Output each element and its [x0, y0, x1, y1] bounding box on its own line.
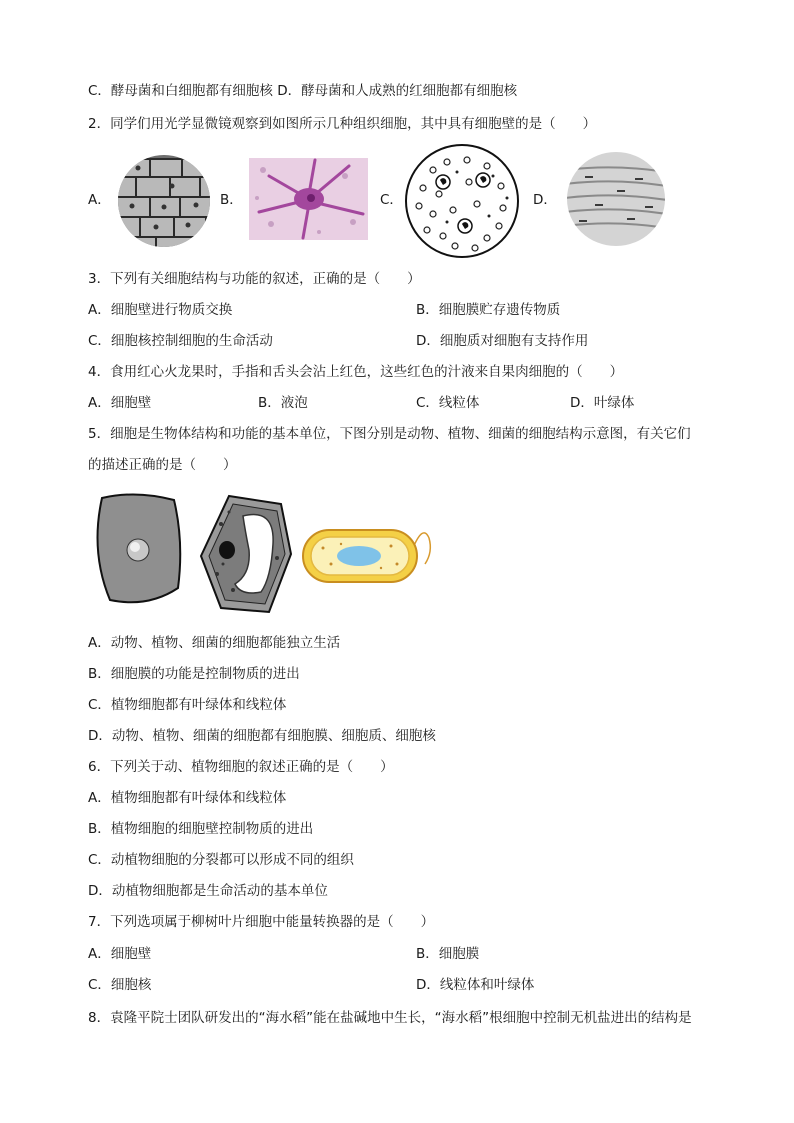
q5-option-c: C．植物细胞都有叶绿体和线粒体 [88, 697, 287, 713]
q6-option-d: D．动植物细胞都是生命活动的基本单位 [88, 883, 328, 899]
q6-stem: 6．下列关于动、植物细胞的叙述正确的是（ ） [88, 759, 394, 775]
blood-cells-drawing-icon [403, 142, 521, 260]
q3-option-a: A．细胞壁进行物质交换 [88, 302, 233, 318]
q5-option-a: A．动物、植物、细菌的细胞都能独立生活 [88, 635, 341, 651]
q3-option-b: B．细胞膜贮存遗传物质 [416, 302, 561, 318]
q3-option-c: C．细胞核控制细胞的生命活动 [88, 333, 273, 349]
q4-stem: 4．食用红心火龙果时，手指和舌头会沾上红色，这些红色的汁液来自果肉细胞的（ ） [88, 364, 624, 380]
q3-stem: 3．下列有关细胞结构与功能的叙述，正确的是（ ） [88, 271, 421, 287]
q2-label-a: A． [88, 192, 111, 208]
q7-stem: 7．下列选项属于柳树叶片细胞中能量转换器的是（ ） [88, 914, 435, 930]
bacterium-diagram-icon [301, 518, 435, 590]
q7-option-c: C．细胞核 [88, 977, 152, 993]
q4-option-b: B．液泡 [258, 395, 308, 411]
q1-options-cd: C．酵母菌和白细胞都有细胞核 D．酵母菌和人成熟的红细胞都有细胞核 [88, 83, 518, 99]
q2-stem: 2．同学们用光学显微镜观察到如图所示几种组织细胞，其中具有细胞壁的是（ ） [88, 116, 597, 132]
onion-epidermis-micrograph-icon [116, 153, 212, 249]
q5-option-b: B．细胞膜的功能是控制物质的进出 [88, 666, 300, 682]
q7-option-b: B．细胞膜 [416, 946, 480, 962]
q4-option-a: A．细胞壁 [88, 395, 152, 411]
plant-cell-diagram-icon [199, 494, 293, 614]
q7-option-d: D．线粒体和叶绿体 [416, 977, 535, 993]
q6-option-c: C．动植物细胞的分裂都可以形成不同的组织 [88, 852, 354, 868]
q2-label-c: C． [380, 192, 403, 208]
q4-option-d: D．叶绿体 [570, 395, 635, 411]
animal-cell-diagram-icon [88, 492, 186, 608]
q2-label-b: B． [220, 192, 243, 208]
muscle-tissue-micrograph-icon [565, 150, 667, 248]
q4-option-c: C．线粒体 [416, 395, 480, 411]
q8-stem: 8．袁隆平院士团队研发出的“海水稻”能在盐碱地中生长，“海水稻”根细胞中控制无机盐进出的结构是 [88, 1010, 692, 1026]
q5-option-d: D．动物、植物、细菌的细胞都有细胞膜、细胞质、细胞核 [88, 728, 436, 744]
q7-option-a: A．细胞壁 [88, 946, 152, 962]
neuron-micrograph-icon [249, 158, 368, 240]
q6-option-b: B．植物细胞的细胞壁控制物质的进出 [88, 821, 314, 837]
q3-option-d: D．细胞质对细胞有支持作用 [416, 333, 589, 349]
q2-label-d: D． [533, 192, 557, 208]
q6-option-a: A．植物细胞都有叶绿体和线粒体 [88, 790, 287, 806]
q5-stem-line1: 5．细胞是生物体结构和功能的基本单位，下图分别是动物、植物、细菌的细胞结构示意图，有关它们 [88, 426, 691, 442]
q5-stem-line2: 的描述正确的是（ ） [88, 457, 237, 473]
